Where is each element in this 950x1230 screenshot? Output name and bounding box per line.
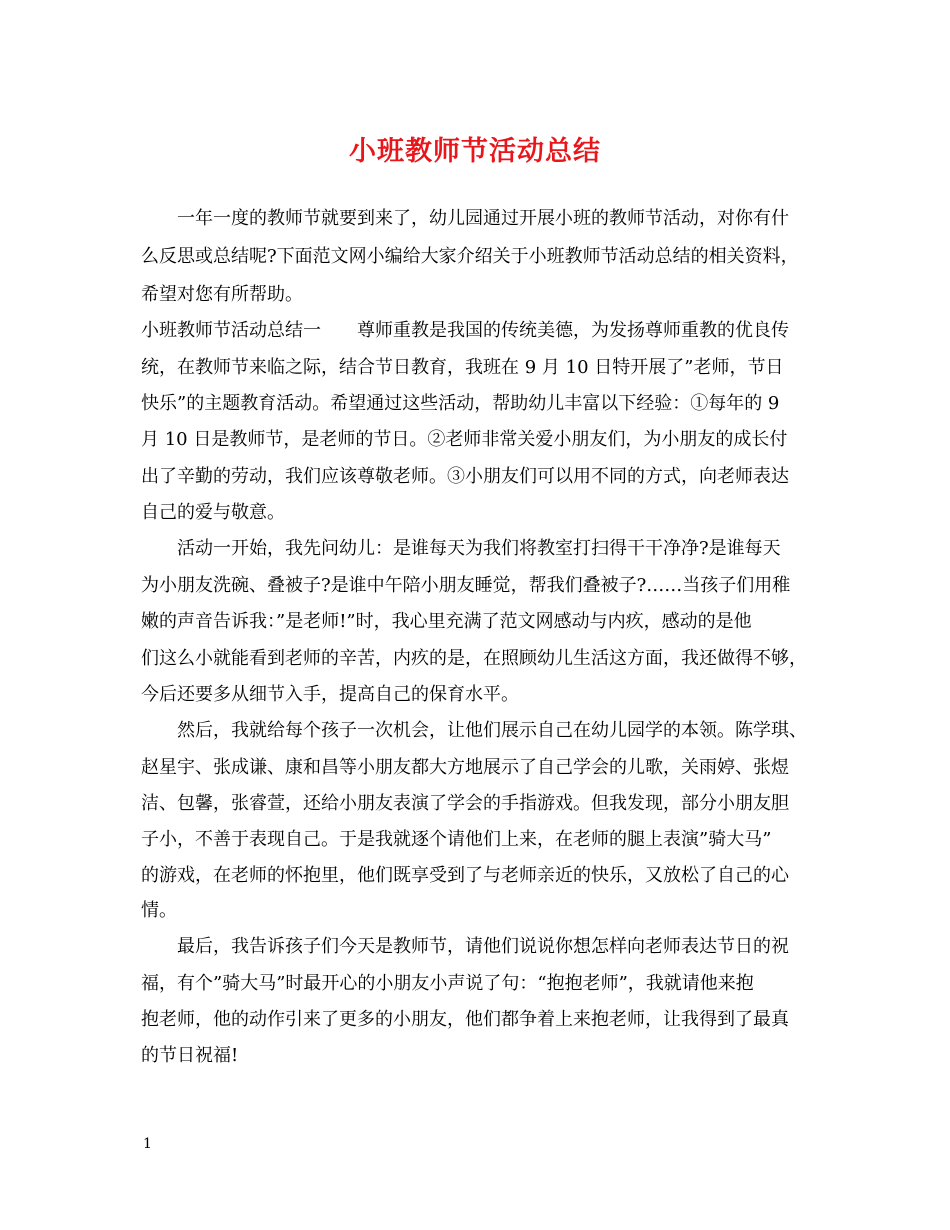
- text-line: 今后还要多从细节入手，提高自己的保育水平。: [141, 684, 519, 705]
- text-line: 嫩的声音告诉我：”是老师!”时，我心里充满了范文网感动与内疚，感动的是他: [141, 611, 752, 632]
- text-line: 赵星宇、张成谦、康和昌等小朋友都大方地展示了自己学会的儿歌，关雨婷、张煜: [141, 757, 789, 778]
- text-line: 洁、包馨，张睿萱，还给小朋友表演了学会的手指游戏。但我发现，部分小朋友胆: [141, 793, 789, 814]
- page-number: 1: [143, 1136, 152, 1152]
- text-line: 一年一度的教师节就要到来了，幼儿园通过开展小班的教师节活动，对你有什: [141, 208, 789, 229]
- text-line: 自己的爱与敬意。: [141, 502, 285, 523]
- text-line: 的游戏，在老师的怀抱里，他们既享受到了与老师亲近的快乐，又放松了自己的心: [141, 865, 789, 886]
- text-line: 子小，不善于表现自己。于是我就逐个请他们上来，在老师的腿上表演”骑大马”: [141, 829, 772, 850]
- text-line: 为小朋友洗碗、叠被子?是谁中午陪小朋友睡觉，帮我们叠被子?……当孩子们用稚: [141, 575, 791, 596]
- text-line: 最后，我告诉孩子们今天是教师节，请他们说说你想怎样向老师表达节日的祝: [141, 936, 789, 957]
- text-line: 统，在教师节来临之际，结合节日教育，我班在 9 月 10 日特开展了”老师，节日: [141, 357, 784, 378]
- text-line: 的节日祝福!: [141, 1045, 239, 1066]
- text-line: 抱老师，他的动作引来了更多的小朋友，他们都争着上来抱老师，让我得到了最真: [141, 1009, 789, 1030]
- text-line: 们这么小就能看到老师的辛苦，内疚的是，在照顾幼儿生活这方面，我还做得不够，: [141, 648, 807, 669]
- text-line: 快乐”的主题教育活动。希望通过这些活动，帮助幼儿丰富以下经验：①每年的 9: [141, 393, 780, 414]
- text-line: 情。: [141, 900, 177, 921]
- text-line: 出了辛勤的劳动，我们应该尊敬老师。③小朋友们可以用不同的方式，向老师表达: [141, 466, 789, 487]
- text-line: 活动一开始，我先问幼儿：是谁每天为我们将教室打扫得干干净净?是谁每天: [141, 538, 781, 559]
- text-line: 福，有个”骑大马”时最开心的小朋友小声说了句：“抱抱老师”，我就请他来抱: [141, 973, 754, 994]
- text-line: 小班教师节活动总结一 尊师重教是我国的传统美德，为发扬尊师重教的优良传: [141, 320, 789, 341]
- text-line: 么反思或总结呢?下面范文网小编给大家介绍关于小班教师节活动总结的相关资料，: [141, 246, 799, 267]
- document-title: 小班教师节活动总结: [349, 136, 601, 167]
- text-line: 然后，我就给每个孩子一次机会，让他们展示自己在幼儿园学的本领。陈学琪、: [141, 720, 807, 741]
- text-line: 月 10 日是教师节，是老师的节日。②老师非常关爱小朋友们，为小朋友的成长付: [141, 429, 788, 450]
- text-line: 希望对您有所帮助。: [141, 284, 303, 305]
